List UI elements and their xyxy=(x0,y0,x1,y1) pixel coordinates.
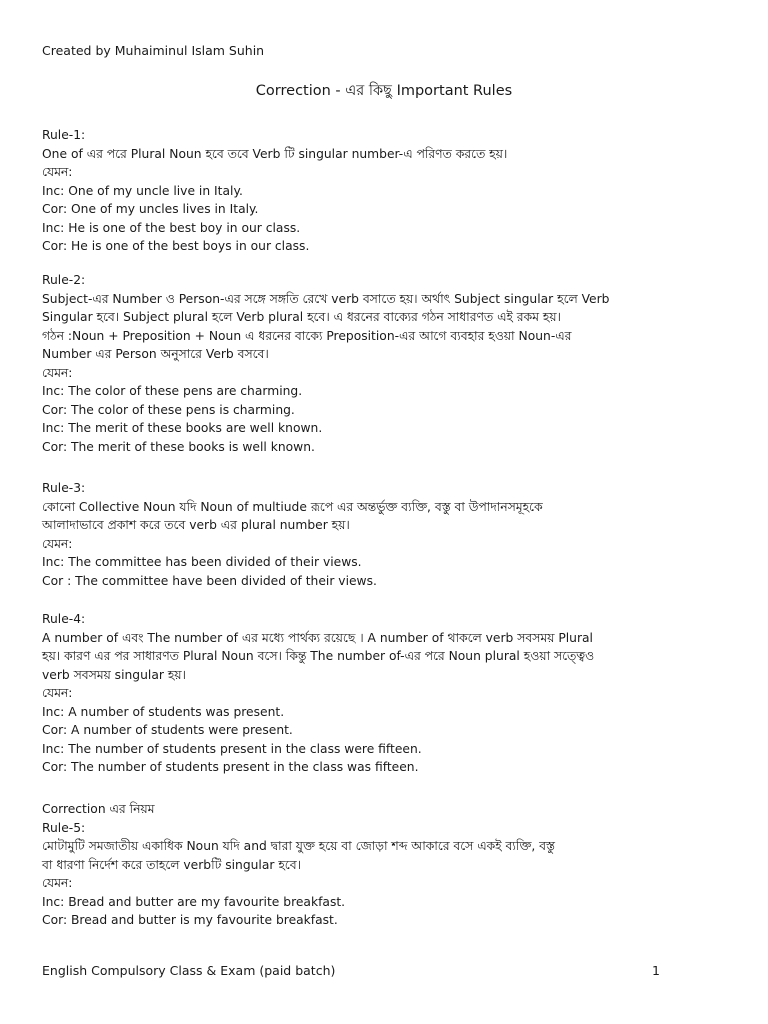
example-line: Inc: The color of these pens are charming. xyxy=(42,384,303,398)
rule-description-line: verb সবসময় singular হয়। xyxy=(42,667,186,682)
rule-2-section xyxy=(42,271,664,456)
example-line: Cor: One of my uncles lives in Italy. xyxy=(42,202,259,216)
example-line: Cor: He is one of the best boys in our class. xyxy=(42,239,310,253)
example-line: Inc: One of my uncle live in Italy. xyxy=(42,183,243,198)
rule-4-section xyxy=(42,610,664,777)
example-line: Cor : The committee have been divided of their views. xyxy=(42,573,377,588)
example-label: যেমন: xyxy=(42,165,73,179)
example-label: যেমন: xyxy=(42,365,73,380)
rule-description-line: মোটামুটি সমজাতীয় একাধিক Noun যদি and দ্বারা যুক্ত হয়ে বা জোড়া শব্দ আকারে বসে একই ব্যক্তি, বস্তু xyxy=(42,839,555,853)
rule-label: Rule-3: xyxy=(42,481,86,495)
example-line: Inc: The number of students present in the class were fifteen. xyxy=(42,741,422,756)
example-line: Inc: The committee has been divided of their views. xyxy=(42,555,362,569)
example-line: Inc: He is one of the best boy in our class. xyxy=(42,220,301,235)
rule-description-line: গঠন :Noun + Preposition + Noun এ ধরনের বাক্যে Preposition-এর আগে ব্যবহার হওয়া Noun-এর xyxy=(42,328,572,343)
rule-label: Rule-1: xyxy=(42,128,86,142)
rule-description-line: কোনো Collective Noun যদি Noun of multiude রূপে এর অন্তর্ভুক্ত ব্যক্তি, বস্তু বা উপাদানসমূহকে xyxy=(42,499,543,514)
rule-description-line: Number এর Person অনুসারে Verb বসবে। xyxy=(42,347,269,361)
footer-text: English Compulsory Class & Exam (paid batch) xyxy=(42,963,336,978)
rule-description-line: A number of এবং The number of এর মধ্যে পার্থক্য রয়েছে । A number of থাকলে verb সবসময় Plural xyxy=(42,630,593,645)
page-number: 1 xyxy=(652,963,660,978)
example-line: Inc: A number of students was present. xyxy=(42,704,285,719)
rule-description-line: বা ধারণা নির্দেশ করে তাহলে verbটি singular হবে। xyxy=(42,857,301,872)
rule-description-line: Singular হবে। Subject plural হলে Verb plural হবে। এ ধরনের বাক্যের গঠন সাধারণত এই রকম হয়। xyxy=(42,310,561,324)
example-line: Cor: A number of students were present. xyxy=(42,723,293,737)
example-line: Inc: The merit of these books are well known. xyxy=(42,421,323,435)
rule-description-line: হয়। কারণ এর পর সাধারণত Plural Noun বসে। কিন্তু The number of-এর পরে Noun plural হওয়া সত্ত্বেও xyxy=(42,649,595,663)
rule-1-section xyxy=(42,126,664,256)
rule-5-section xyxy=(42,800,664,930)
rule-label: Rule-5: xyxy=(42,820,86,835)
example-label: যেমন: xyxy=(42,686,73,700)
section-heading: Correction এর নিয়ম xyxy=(42,802,155,816)
rule-description-line: One of এর পরে Plural Noun হবে তবে Verb টি singular number-এ পরিণত করতে হয়। xyxy=(42,146,508,161)
rule-label: Rule-4: xyxy=(42,612,86,626)
rule-description-line: Subject-এর Number ও Person-এর সঙ্গে সঙ্গতি রেখে verb বসাতে হয়। অর্থাৎ Subject singular হলে Verb xyxy=(42,291,610,306)
example-label: যেমন: xyxy=(42,536,73,551)
author-line: Created by Muhaiminul Islam Suhin xyxy=(42,43,265,58)
example-label: যেমন: xyxy=(42,876,73,890)
example-line: Inc: Bread and butter are my favourite breakfast. xyxy=(42,894,346,909)
example-line: Cor: The color of these pens is charming. xyxy=(42,402,295,417)
example-line: Cor: The number of students present in the class was fifteen. xyxy=(42,760,419,774)
rule-label: Rule-2: xyxy=(42,273,86,287)
rule-3-section xyxy=(42,479,664,590)
rule-description-line: আলাদাভাবে প্রকাশ করে তবে verb এর plural number হয়। xyxy=(42,518,350,532)
page-title: Correction - এর কিছু Important Rules xyxy=(255,83,513,99)
example-line: Cor: The merit of these books is well known. xyxy=(42,439,315,454)
example-line: Cor: Bread and butter is my favourite breakfast. xyxy=(42,913,338,927)
